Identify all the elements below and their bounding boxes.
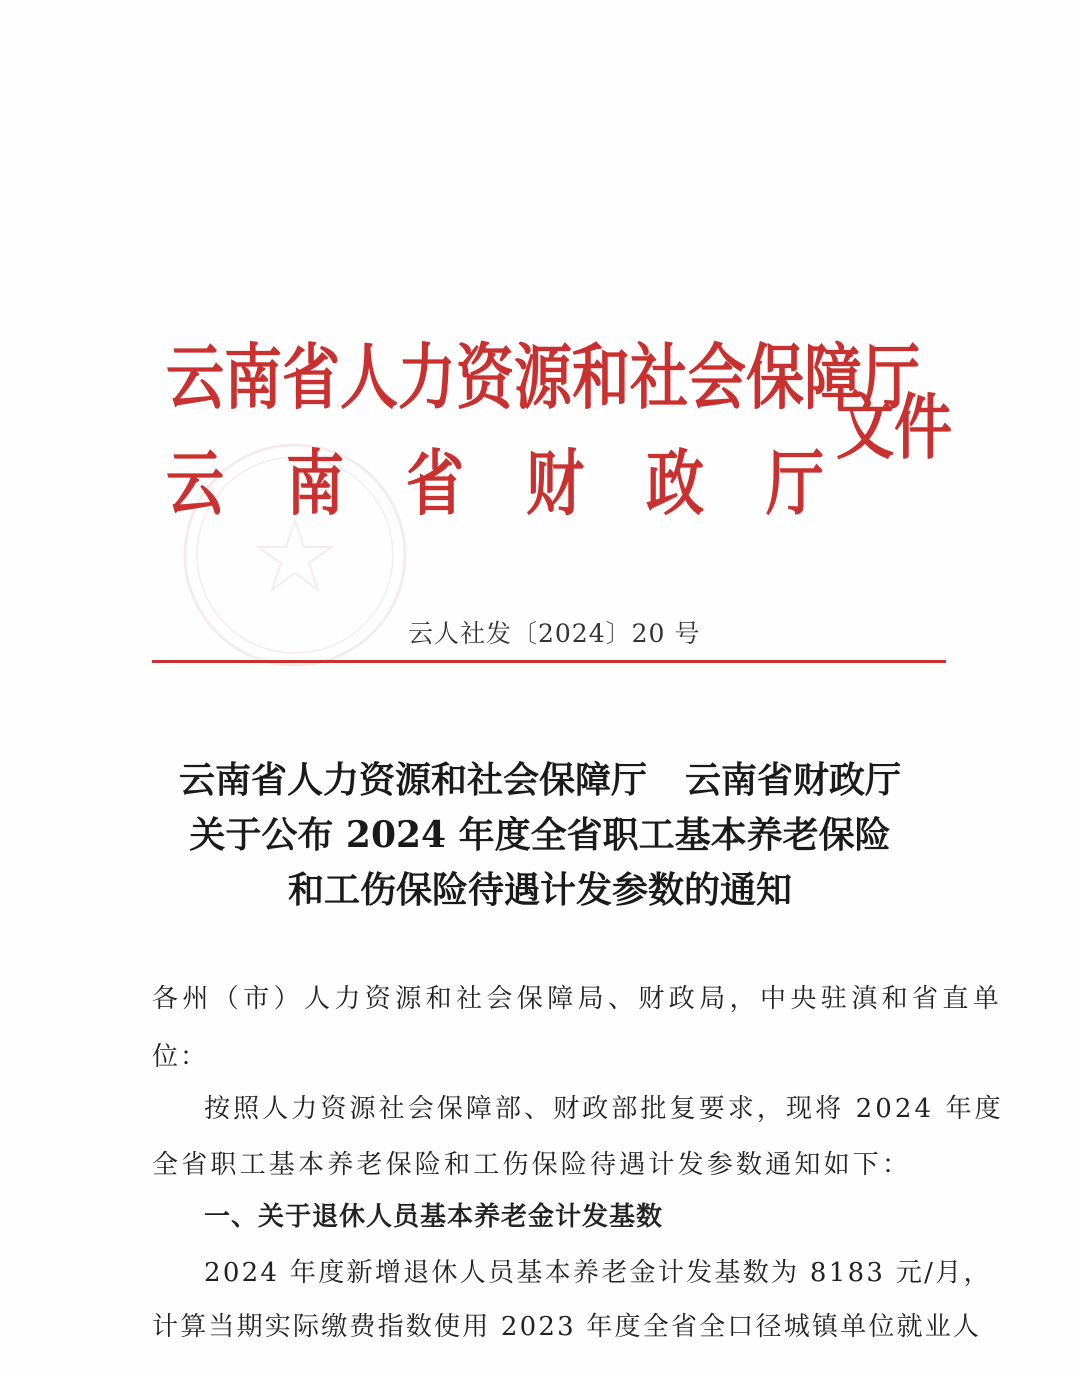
- header-divider: [152, 660, 946, 663]
- intro-line-1: 按照人力资源社会保障部、财政部批复要求，现将 2024 年度: [204, 1094, 1004, 1124]
- title-issuer-finance: 云南省财政厅: [685, 759, 902, 801]
- document-number: 云人社发〔2024〕20 号: [408, 619, 701, 648]
- title-issuer-hrss: 云南省人力资源和社会保障厅: [178, 759, 647, 801]
- recipients-line-2: 位：: [152, 1042, 209, 1072]
- section-1-heading: 一、关于退休人员基本养老金计发基数: [204, 1202, 664, 1232]
- document-title-line-3: 和工伤保险待遇计发参数的通知: [287, 869, 792, 911]
- document-type-label: 文件: [836, 385, 953, 469]
- issuer-name-hrss: 云南省人力资源和社会保障厅: [166, 335, 921, 419]
- recipients-line-1: 各州（市）人力资源和社会保障局、财政局，中央驻滇和省直单: [152, 984, 1004, 1014]
- section-1-line-2: 计算当期实际缴费指数使用 2023 年度全省全口径城镇单位就业人: [152, 1312, 982, 1342]
- intro-line-2: 全省职工基本养老保险和工伤保险待遇计发参数通知如下：: [152, 1150, 912, 1180]
- document-title-line-1: [0, 759, 1080, 801]
- section-1-line-1: 2024 年度新增退休人员基本养老金计发基数为 8183 元/月，: [204, 1258, 992, 1288]
- issuer-name-finance: 云南省财政厅: [166, 441, 887, 525]
- document-title-line-2: 关于公布 2024 年度全省职工基本养老保险: [189, 814, 891, 856]
